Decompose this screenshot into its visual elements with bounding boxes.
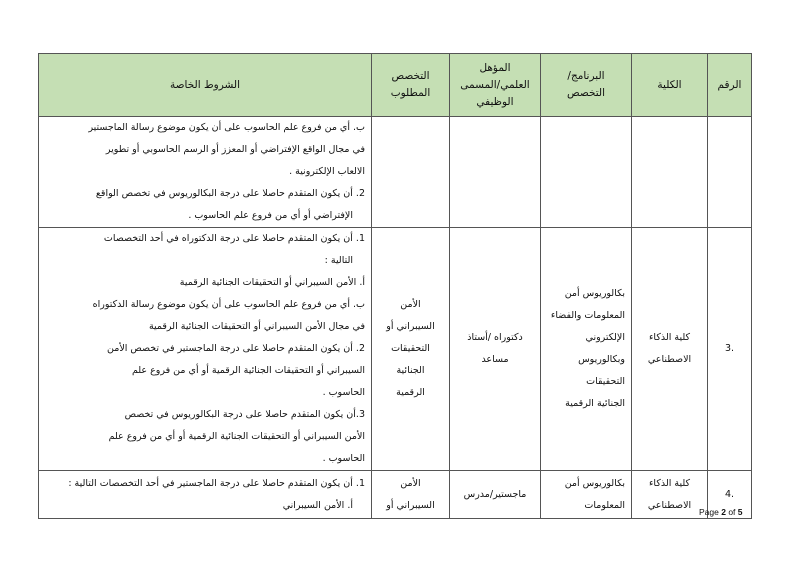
row-number: .3 [708, 228, 752, 471]
header-conditions: الشروط الخاصة [39, 54, 372, 117]
row-number [708, 117, 752, 228]
row-qualification [450, 117, 541, 228]
row-qualification: ماجستير/مدرس [450, 471, 541, 519]
row-conditions: ب. أي من فروع علم الحاسوب على أن يكون موضوع رسالة الماجستير في مجال الواقع الإفتراضي أو المعزز أو الرسم الحاسوبي أو تطوير الالعاب الإلكترونية . 2. أن يكون المتقدم حاصلا على درجة البكالوريوس في تخصص الواقع الإفتراضي أو أي من فروع علم الحاسوب . [39, 117, 372, 228]
row-conditions: 1. أن يكون المتقدم حاصلا على درجة الماجستير في أحد التخصصات التالية : أ. الأمن السيبراني [39, 471, 372, 519]
row-conditions: 1. أن يكون المتقدم حاصلا على درجة الدكتوراه في أحد التخصصات التالية : أ. الأمن السيبراني أو التحقيقات الجنائية الرقمية ب. أي من فروع علم الحاسوب على أن يكون موضوع رسالة الدكتوراه في مجال الأمن السيبراني أو التحقيقات الجنائية الرقمية 2. أن يكون المتقدم حاصلا على درجة الماجستير في تخصص الأمن السيبراني أو التحقيقات الجنائية الرقمية أو أي من فروع علم الحاسوب . 3.أن يكون المتقدم حاصلا على درجة البكالوريوس في تخصص الأمن السيبراني أو التحقيقات الجنائية الرقمية أو أي من فروع علم الحاسوب . [39, 228, 372, 471]
row-program: بكالوريوس أمن المعلومات [541, 471, 632, 519]
row-qualification: دكتوراه /أستاذ مساعد [450, 228, 541, 471]
row-specialization: الأمن السيبراني أو التحقيقات الجنائية الرقمية [372, 228, 450, 471]
row-college [632, 117, 708, 228]
header-number: الرقم [708, 54, 752, 117]
header-specialization: التخصص المطلوب [372, 54, 450, 117]
row-program [541, 117, 632, 228]
row-college: كلية الذكاء الاصطناعي [632, 471, 708, 519]
header-college: الكلية [632, 54, 708, 117]
positions-table [38, 53, 752, 519]
page-number: Page 2 of 5 [699, 507, 743, 517]
header-program: البرنامج/ التخصص [541, 54, 632, 117]
row-specialization [372, 117, 450, 228]
row-program: بكالوريوس أمن المعلومات والفضاء الإلكتروني وبكالوريوس التحقيقات الجنائية الرقمية [541, 228, 632, 471]
header-row [39, 54, 752, 117]
row-specialization: الأمن السيبراني أو [372, 471, 450, 519]
row-college: كلية الذكاء الاصطناعي [632, 228, 708, 471]
table-row [39, 117, 752, 228]
row-number: .4 [708, 471, 752, 519]
table-row [39, 471, 752, 519]
table-row [39, 228, 752, 471]
header-qualification: المؤهل العلمي/المسمى الوظيفي [450, 54, 541, 117]
